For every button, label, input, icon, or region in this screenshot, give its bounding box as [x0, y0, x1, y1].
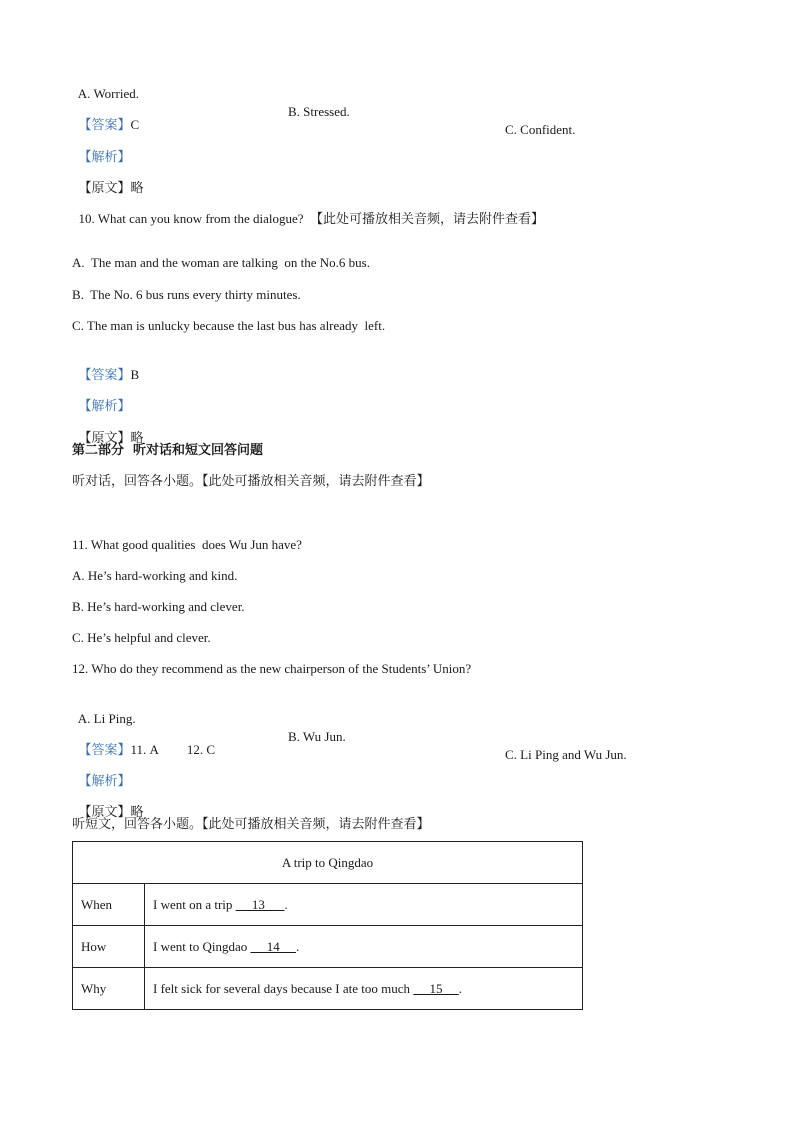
blank-13: 13: [235, 896, 285, 912]
table-row: [73, 884, 583, 926]
row-prefix: I went on a trip: [153, 896, 236, 912]
q9-option-b: B. Stressed.: [288, 104, 350, 119]
q11-answer: 11. A: [130, 742, 159, 757]
answer-tag: 【答案】: [78, 118, 131, 133]
original-tag: 【原文】: [78, 431, 131, 446]
q12-option-c: C. Li Ping and Wu Jun.: [505, 747, 627, 762]
q11-option-b: B. He’s hard-working and clever.: [72, 599, 245, 614]
q9-answer: C: [130, 117, 140, 132]
q10-audio-note[interactable]: 【此处可播放相关音频，请去附件查看】: [310, 212, 545, 227]
trip-table: [72, 841, 583, 1010]
q10-option-b: B. The No. 6 bus runs every thirty minutes.: [72, 287, 301, 302]
row-label-why: Why: [73, 968, 145, 1010]
row-prefix: I felt sick for several days because I ate too much: [153, 980, 414, 996]
row-label-how: How: [73, 926, 145, 968]
q11-option-c: C. He’s helpful and clever.: [72, 630, 211, 645]
table-header-row: [73, 842, 583, 884]
row-suffix: .: [458, 980, 463, 996]
q12-option-a: A. Li Ping.: [77, 711, 136, 726]
q12-question: 12. Who do they recommend as the new chairperson of the Students’ Union?: [72, 661, 472, 676]
blank-15: 15: [413, 980, 459, 996]
original-tag: 【原文】: [78, 805, 131, 820]
row-suffix: .: [295, 938, 300, 954]
q9-option-a: A. Worried.: [77, 86, 139, 101]
q10-option-a: A. The man and the woman are talking on the No.6 bus.: [72, 255, 370, 270]
original-tag: 【原文】: [78, 181, 131, 196]
q10-answer: B: [130, 367, 140, 382]
q10-option-c: C. The man is unlucky because the last bus has already left.: [72, 318, 386, 333]
row-suffix: .: [284, 896, 288, 912]
answer-tag: 【答案】: [78, 368, 131, 383]
q12-answer: 12. C: [186, 742, 216, 757]
table-title: A trip to Qingdao: [73, 842, 583, 884]
q10-question-text: 10. What can you know from the dialogue?: [78, 211, 304, 226]
analysis-tag: 【解析】: [78, 399, 131, 414]
blank-14: 14: [250, 938, 296, 954]
original-omitted: 略: [130, 805, 144, 820]
q9-option-c: C. Confident.: [505, 122, 576, 137]
q10-question: [72, 192, 544, 229]
row-label-when: When: [73, 884, 145, 926]
q11-option-a: A. He’s hard-working and kind.: [72, 568, 238, 583]
table-row: [73, 926, 583, 968]
q12-option-b: B. Wu Jun.: [288, 729, 346, 744]
row-prefix: I went to Qingdao: [153, 938, 251, 954]
q11-question: 11. What good qualities does Wu Jun have?: [72, 537, 302, 552]
original-omitted: 略: [130, 181, 144, 196]
passage-intro[interactable]: 听短文，回答各小题。【此处可播放相关音频，请去附件查看】: [72, 817, 430, 832]
original-omitted: 略: [130, 431, 144, 446]
row-content-when: [145, 884, 583, 926]
analysis-tag: 【解析】: [78, 774, 131, 789]
table-row: [73, 968, 583, 1010]
answer-tag: 【答案】: [78, 743, 131, 758]
dialogue-intro[interactable]: 听对话，回答各小题。【此处可播放相关音频，请去附件查看】: [72, 474, 430, 489]
row-content-how: [145, 926, 583, 968]
part2-title: 第二部分 听对话和短文回答问题: [72, 443, 264, 458]
row-content-why: [145, 968, 583, 1010]
analysis-tag: 【解析】: [78, 150, 131, 165]
